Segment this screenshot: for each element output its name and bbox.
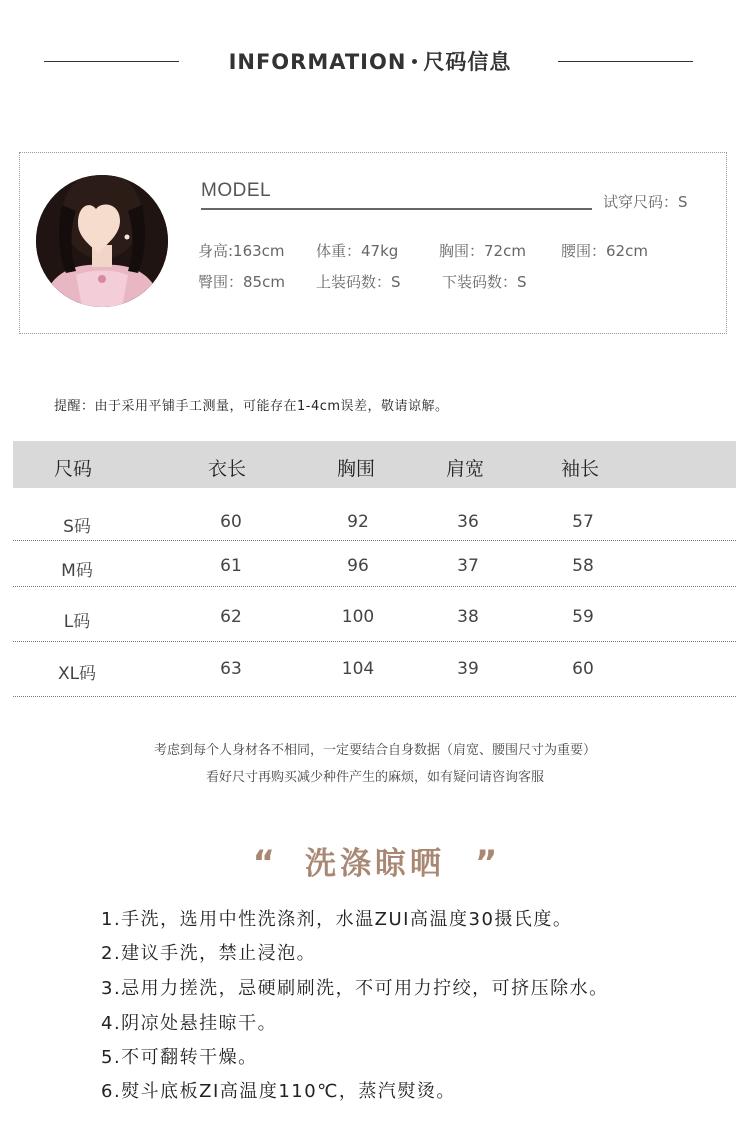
section-title-en: INFORMATION — [228, 50, 407, 74]
close-quote-icon: ” — [475, 843, 498, 883]
model-top-size: 上装码数：S — [316, 273, 401, 291]
wash-title — [0, 838, 750, 883]
table-cell-length: 62 — [220, 607, 242, 627]
table-cell-chest: 104 — [341, 659, 375, 679]
row-separator — [13, 696, 736, 697]
table-cell-length: 63 — [220, 659, 242, 679]
row-separator — [13, 641, 736, 642]
header-line-left — [44, 61, 179, 62]
table-cell-sleeve: 59 — [572, 607, 594, 627]
row-separator — [13, 540, 736, 541]
table-cell-size: L码 — [63, 612, 91, 632]
table-cell-size: M码 — [61, 561, 93, 581]
tip-line-1: 考虑到每个人身材各不相同，一定要结合自身数据（肩宽、腰围尺寸为重要） — [153, 743, 596, 758]
table-cell-shoulder: 36 — [457, 512, 479, 532]
col-header-shoulder: 肩宽 — [446, 458, 485, 480]
model-label: MODEL — [201, 180, 272, 201]
wash-instruction: 4.阴凉处悬挂晾干。 — [101, 1013, 278, 1034]
row-separator — [13, 586, 736, 587]
table-cell-sleeve: 57 — [572, 512, 594, 532]
model-underline — [201, 208, 592, 210]
table-cell-sleeve: 60 — [572, 659, 594, 679]
tip-line-2: 看好尺寸再购买减少种件产生的麻烦，如有疑问请咨询客服 — [205, 770, 544, 785]
wash-instruction: 5.不可翻转干燥。 — [101, 1047, 258, 1068]
col-header-sleeve: 袖长 — [561, 458, 600, 480]
col-header-length: 衣长 — [208, 458, 247, 480]
table-cell-chest: 96 — [347, 556, 369, 576]
table-cell-sleeve: 58 — [572, 556, 594, 576]
section-title — [190, 46, 550, 76]
wash-instruction: 6.熨斗底板ZI高温度110℃，蒸汽熨烫。 — [101, 1081, 456, 1102]
header-line-right — [558, 61, 693, 62]
try-size: 试穿尺码：S — [603, 193, 688, 211]
wash-instruction: 1.手洗，选用中性洗涤剂，水温ZUI高温度30摄氏度。 — [101, 909, 573, 930]
table-cell-size: S码 — [63, 517, 91, 537]
table-cell-size: XL码 — [57, 664, 97, 684]
section-title-cn: 尺码信息 — [423, 50, 512, 74]
table-cell-shoulder: 38 — [457, 607, 479, 627]
bullet-dot-icon — [412, 59, 417, 64]
model-height: 身高:163cm — [198, 242, 285, 260]
table-cell-chest: 92 — [347, 512, 369, 532]
model-hip: 臀围：85cm — [198, 273, 285, 291]
table-cell-shoulder: 37 — [457, 556, 479, 576]
open-quote-icon: “ — [252, 843, 275, 883]
model-avatar — [36, 175, 168, 307]
wash-instruction: 2.建议手洗，禁止浸泡。 — [101, 943, 317, 964]
model-waist: 腰围：62cm — [561, 242, 648, 260]
table-cell-chest: 100 — [341, 607, 375, 627]
model-weight: 体重：47kg — [316, 242, 399, 260]
model-photo-icon — [36, 175, 168, 307]
model-bottom-size: 下装码数：S — [442, 273, 527, 291]
table-cell-shoulder: 39 — [457, 659, 479, 679]
col-header-chest: 胸围 — [337, 458, 376, 480]
table-cell-length: 60 — [220, 512, 242, 532]
wash-instruction: 3.忌用力搓洗，忌硬刷刷洗，不可用力拧绞，可挤压除水。 — [101, 978, 609, 999]
measurement-notice: 提醒：由于采用平铺手工测量，可能存在1-4cm误差，敬请谅解。 — [54, 399, 449, 414]
table-cell-length: 61 — [220, 556, 242, 576]
wash-title-text: 洗涤晾晒 — [305, 846, 445, 882]
col-header-size: 尺码 — [54, 458, 93, 480]
model-chest: 胸围：72cm — [439, 242, 526, 260]
